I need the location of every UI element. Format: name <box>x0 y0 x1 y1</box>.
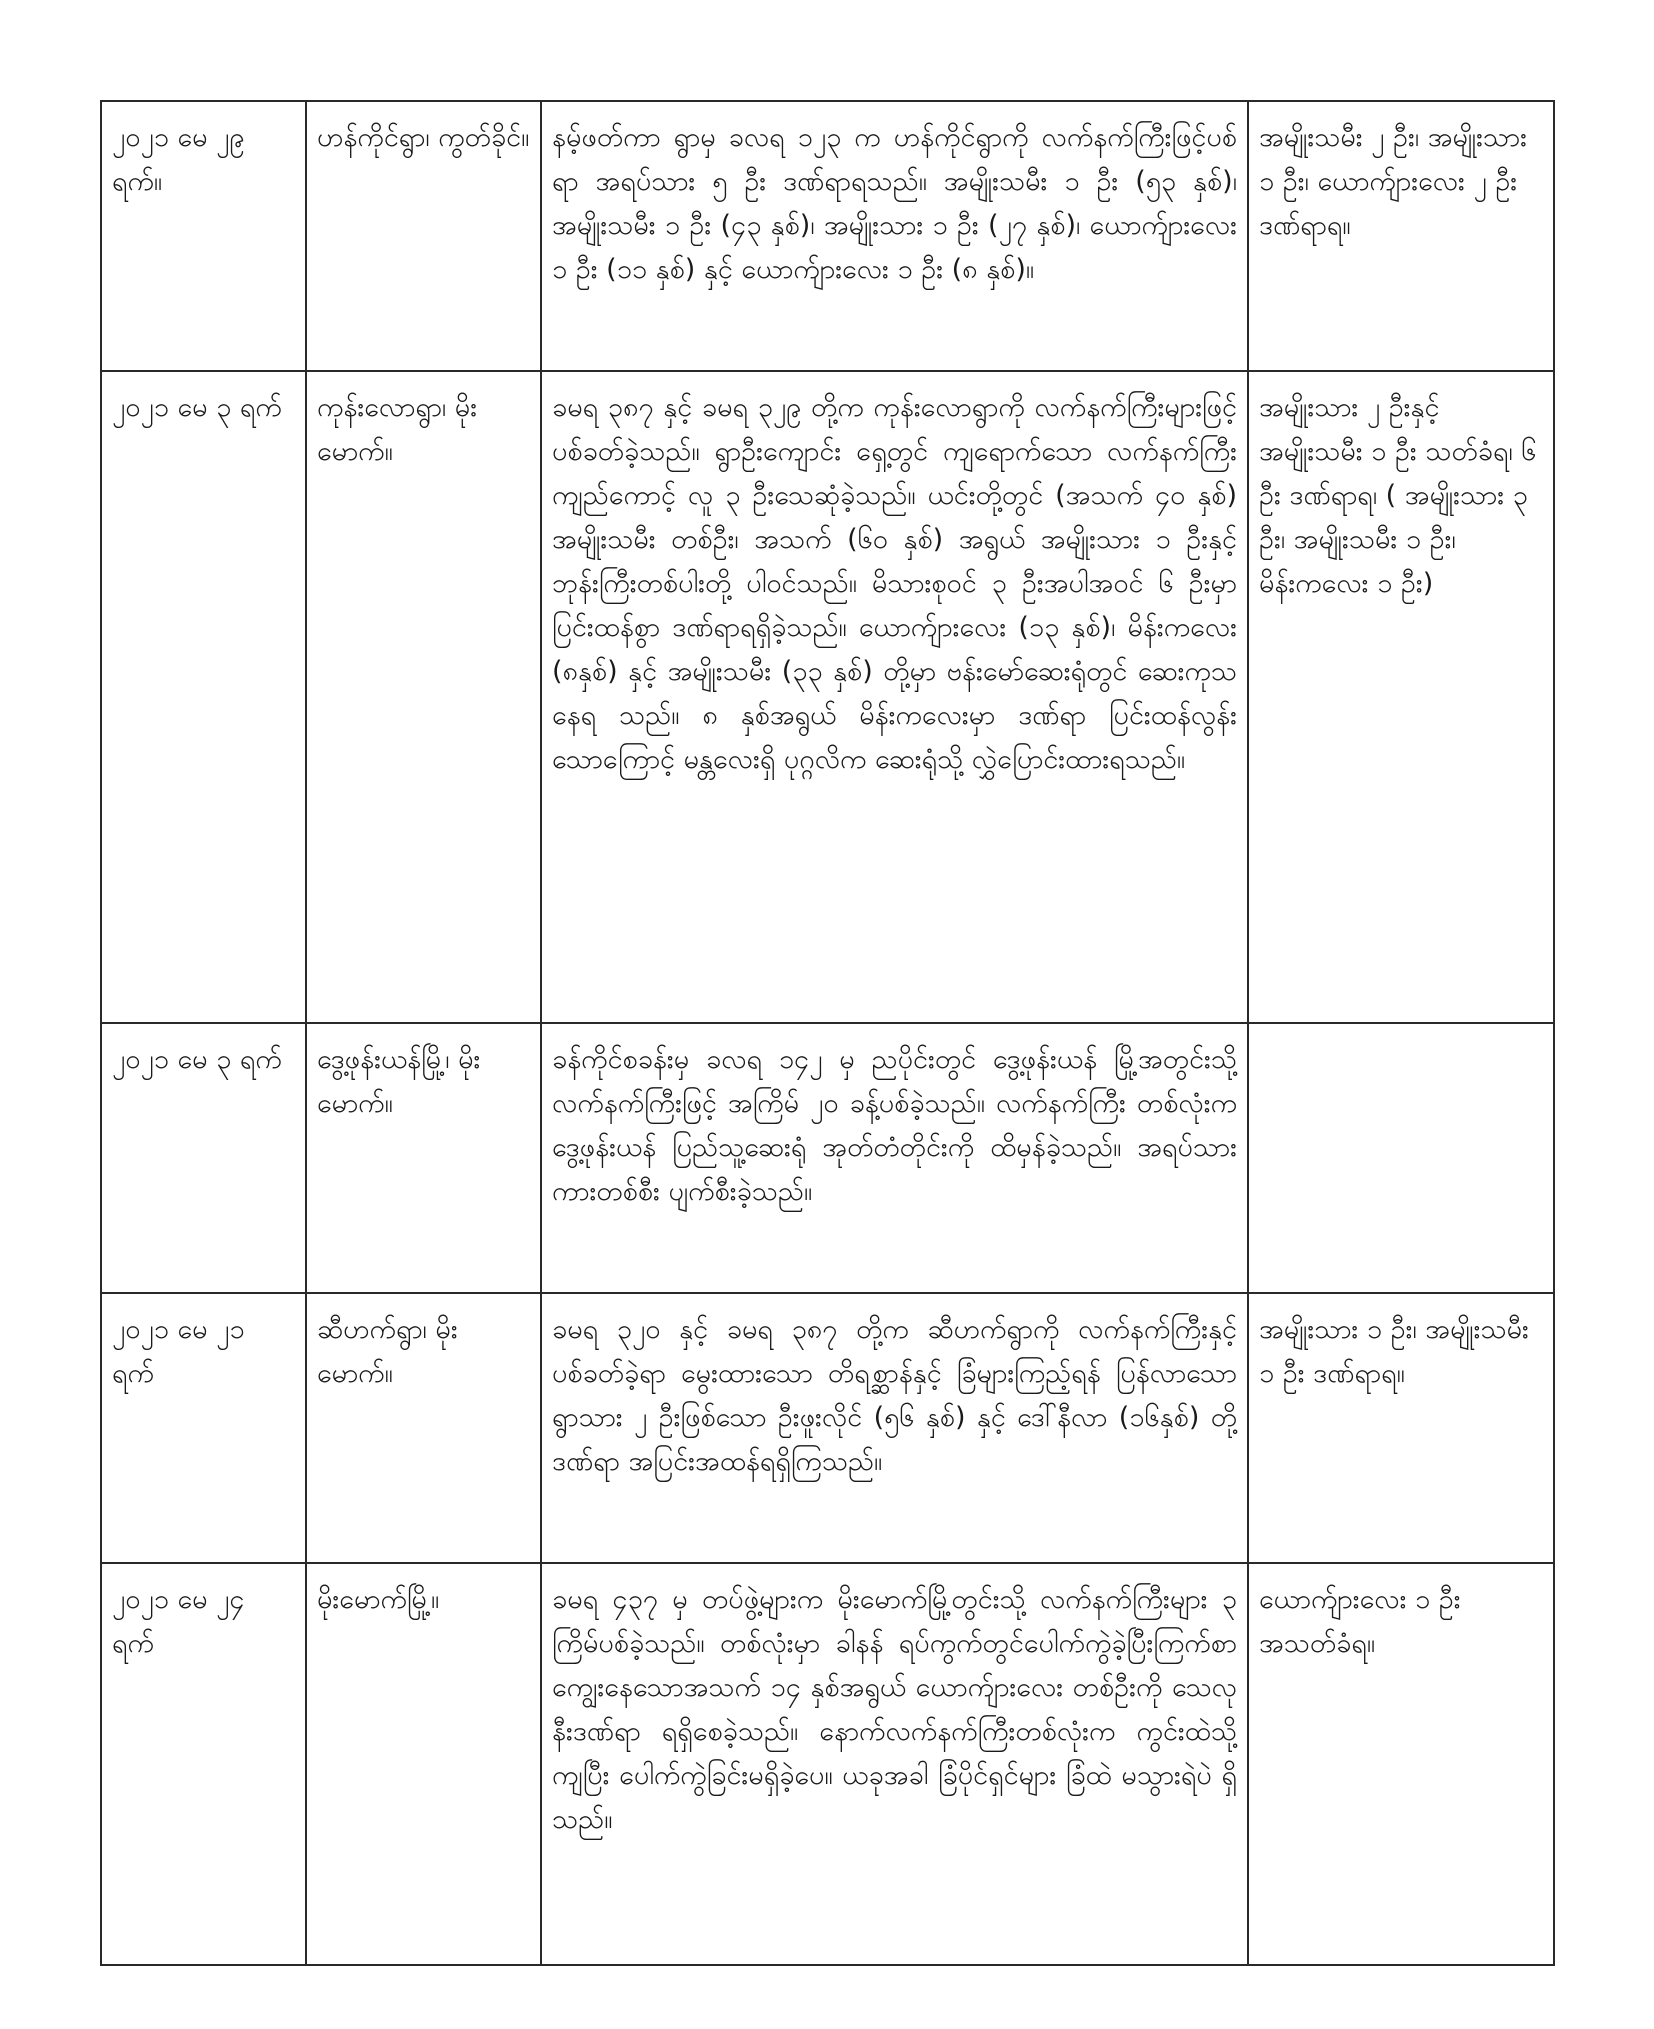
incident-casualties: အမျိုးသမီး ၂ ဦး၊ အမျိုးသား ၁ ဦး၊ ယောက်ျားလေး ၂ ဦး ဒဏ်ရာရ။ <box>1248 101 1554 371</box>
incident-description: ခမရ ၄၃၇ မှ တပ်ဖွဲ့များက မိုးမောက်မြို့တွင်းသို့ လက်နက်ကြီးများ ၃ ကြိမ်ပစ်ခဲ့သည်။ တစ်လုံးမှာ ခါနန် ရပ်ကွက်တွင်ပေါက်ကွဲခဲ့ပြီးကြက်စာကျွေးနေသောအသက် ၁၄ နှစ်အရွယ် ယောက်ျားလေး တစ်ဦးကို သေလုနီးဒဏ်ရာ ရရှိစေခဲ့သည်။ နောက်လက်နက်ကြီးတစ်လုံးက ကွင်းထဲသို့ ကျပြီး ပေါက်ကွဲခြင်းမရှိခဲ့ပေ။ ယခုအခါ ခြံပိုင်ရှင်များ ခြံထဲ မသွားရဲပဲ ရှိသည်။ <box>541 1563 1248 1965</box>
incident-date: ၂၀၂၁ မေ ၃ ရက် <box>101 371 306 1023</box>
incident-date: ၂၀၂၁ မေ ၂၁ ရက် <box>101 1293 306 1563</box>
table-row <box>101 1023 1554 1293</box>
incident-location: ဆီဟက်ရွာ၊ မိုးမောက်။ <box>306 1293 541 1563</box>
incident-date: ၂၀၂၁ မေ ၂၉ ရက်။ <box>101 101 306 371</box>
incident-location: ဒွေ့ဖုန်းယန်မြို့၊ မိုးမောက်။ <box>306 1023 541 1293</box>
incident-date: ၂၀၂၁ မေ ၂၄ ရက် <box>101 1563 306 1965</box>
incident-location: မိုးမောက်မြို့။ <box>306 1563 541 1965</box>
incident-description: ခမရ ၃၈၇ နှင့် ခမရ ၃၂၉ တို့က ကုန်းလောရွာကို လက်နက်ကြီးများဖြင့် ပစ်ခတ်ခဲ့သည်။ ရွာဦးကျောင်း ရှေ့တွင် ကျရောက်သော လက်နက်ကြီး ကျည်ကောင့် လူ ၃ ဦးသေဆုံခဲ့သည်။ ယင်းတို့တွင် (အသက် ၄၀ နှစ်) အမျိုးသမီး တစ်ဦး၊ အသက် (၆၀ နှစ်) အရွယ် အမျိုးသား ၁ ဦးနှင့် ဘုန်းကြီးတစ်ပါးတို့ ပါဝင်သည်။ မိသားစုဝင် ၃ ဦးအပါအဝင် ၆ ဦးမှာ ပြင်းထန်စွာ ဒဏ်ရာရရှိခဲ့သည်။ ယောက်ျားလေး (၁၃ နှစ်)၊ မိန်းကလေး (၈နှစ်) နှင့် အမျိုးသမီး (၃၃ နှစ်) တို့မှာ ဗန်းမော်ဆေးရုံတွင် ဆေးကုသနေရ သည်။ ၈ နှစ်အရွယ် မိန်းကလေးမှာ ဒဏ်ရာ ပြင်းထန်လွန်းသောကြောင့် မန္တလေးရှိ ပုဂ္ဂလိက ဆေးရုံသို့ လွှဲပြောင်းထားရသည်။ <box>541 371 1248 1023</box>
table-row <box>101 1293 1554 1563</box>
table-row <box>101 371 1554 1023</box>
incident-description: ခမရ ၃၂၀ နှင့် ခမရ ၃၈၇ တို့က ဆီဟက်ရွာကို လက်နက်ကြီးနှင့် ပစ်ခတ်ခဲ့ရာ မွေးထားသော တိရစ္ဆာန်နှင့် ခြံများကြည့်ရန် ပြန်လာသော ရွာသား ၂ ဦးဖြစ်သော ဦးဖူးလိုင် (၅၆ နှစ်) နှင့် ဒေါ်နီလာ (၁၆နှစ်) တို့ ဒဏ်ရာ အပြင်းအထန်ရရှိကြသည်။ <box>541 1293 1248 1563</box>
table-row <box>101 101 1554 371</box>
incident-location: ဟန်ကိုင်ရွာ၊ ကွတ်ခိုင်။ <box>306 101 541 371</box>
incident-description: ခန်ကိုင်စခန်းမှ ခလရ ၁၄၂ မှ ညပိုင်းတွင် ဒွေ့ဖုန်းယန် မြို့အတွင်းသို့ လက်နက်ကြီးဖြင့် အကြိမ် ၂၀ ခန့်ပစ်ခဲ့သည်။ လက်နက်ကြီး တစ်လုံးက ဒွေ့ဖုန်းယန် ပြည်သူ့ဆေးရုံ အုတ်တံတိုင်းကို ထိမှန်ခဲ့သည်။ အရပ်သား ကားတစ်စီး ပျက်စီးခဲ့သည်။ <box>541 1023 1248 1293</box>
incident-date: ၂၀၂၁ မေ ၃ ရက် <box>101 1023 306 1293</box>
incident-casualties: အမျိုးသား ၂ ဦးနှင့် အမျိုးသမီး ၁ ဦး သတ်ခံရ၊ ၆ ဦး ဒဏ်ရာရ၊ ( အမျိုးသား ၃ ဦး၊ အမျိုးသမီး ၁ ဦး၊ မိန်းကလေး ၁ ဦး) <box>1248 371 1554 1023</box>
incident-casualties: အမျိုးသား ၁ ဦး၊ အမျိုးသမီး ၁ ဦး ဒဏ်ရာရ။ <box>1248 1293 1554 1563</box>
incident-location: ကုန်းလောရွာ၊ မိုးမောက်။ <box>306 371 541 1023</box>
incident-table <box>100 100 1555 1966</box>
incident-casualties <box>1248 1023 1554 1293</box>
incident-description: နမ့်ဖတ်ကာ ရွာမှ ခလရ ၁၂၃ က ဟန်ကိုင်ရွာကို လက်နက်ကြီးဖြင့်ပစ်ရာ အရပ်သား ၅ ဦး ဒဏ်ရာရသည်။ အမျိုးသမီး ၁ ဦး (၅၃ နှစ်)၊ အမျိုးသမီး ၁ ဦး (၄၃ နှစ်)၊ အမျိုးသား ၁ ဦး (၂၇ နှစ်)၊ ယောက်ျားလေး ၁ ဦး (၁၁ နှစ်) နှင့် ယောက်ျားလေး ၁ ဦး (၈ နှစ်)။ <box>541 101 1248 371</box>
table-row <box>101 1563 1554 1965</box>
incident-casualties: ယောက်ျားလေး ၁ ဦး အသတ်ခံရ။ <box>1248 1563 1554 1965</box>
